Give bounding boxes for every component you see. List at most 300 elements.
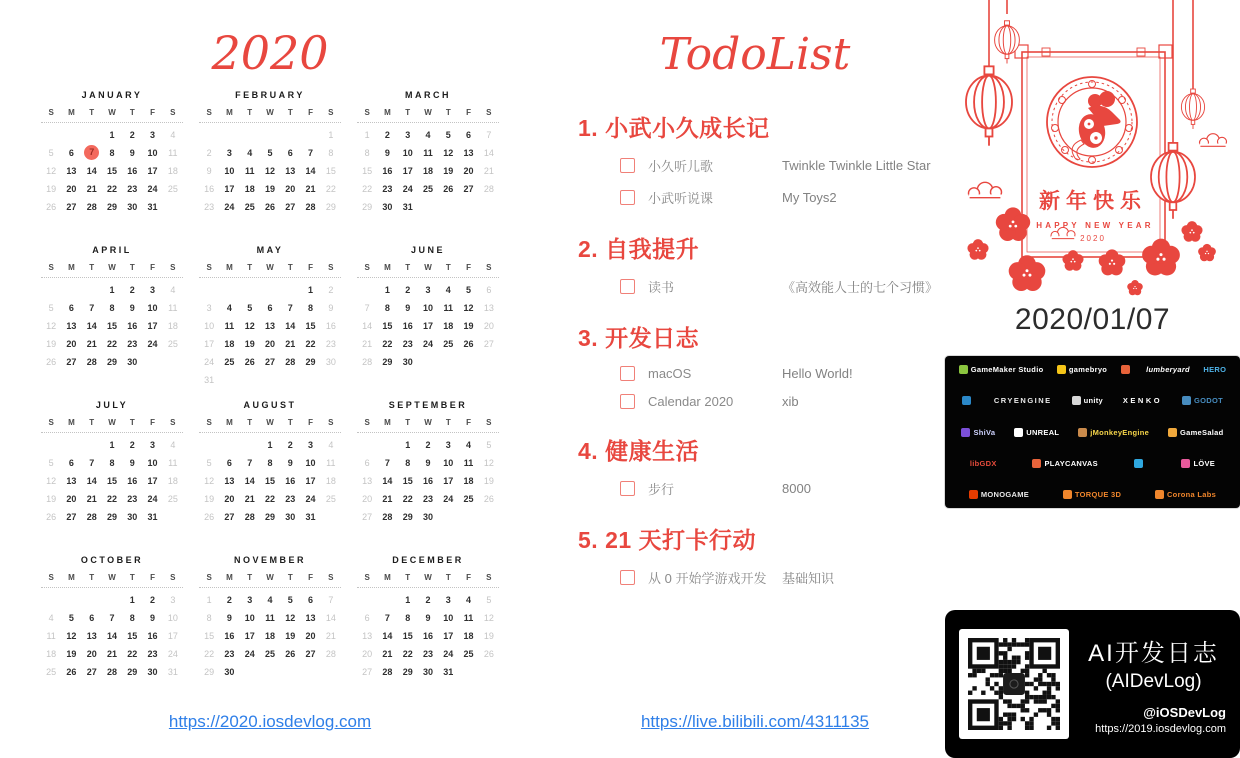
day-cell: 21 [244,494,255,504]
day-cell: 26 [46,202,57,212]
weekday-label: M [68,573,75,582]
day-cell: 8 [405,458,411,468]
day-cell: 29 [106,512,117,522]
todo-checkbox[interactable] [620,481,635,496]
day-cell: 22 [204,649,215,659]
engine-label: PLAYCANVAS [1044,458,1098,468]
day-cell: 21 [86,494,97,504]
day-cell: 12 [443,148,454,158]
day-cell: 9 [129,303,135,313]
day-cell: 19 [285,631,296,641]
engines-row [952,459,1233,468]
day-cell: 28 [244,512,255,522]
defold-icon [1134,459,1143,468]
day-cell: 24 [402,184,413,194]
day-cell: 10 [167,613,178,623]
weekday-label: S [328,573,334,582]
weekday-label: T [129,418,135,427]
day-cell: 18 [167,476,178,486]
day-cell: 29 [204,667,215,677]
weekday-label: T [287,263,293,272]
day-cell: 14 [382,631,393,641]
day-cell: 29 [402,667,413,677]
day-cell: 16 [127,476,138,486]
day-cell: 8 [328,148,334,158]
day-cell: 12 [46,166,57,176]
day-cell: 5 [68,613,74,623]
month-february [199,90,341,245]
lantern-icon [995,21,1020,64]
day-cell: 12 [46,476,57,486]
day-cell: 23 [127,494,138,504]
todo-value: My Toys2 [782,190,837,205]
day-cell: 17 [147,166,158,176]
weekday-label: W [266,108,274,117]
day-cell: 22 [106,184,117,194]
day-cell: 31 [443,667,454,677]
day-cell: 23 [325,339,336,349]
day-cell: 14 [325,613,336,623]
day-cell: 12 [483,458,494,468]
day-cell: 8 [109,303,115,313]
day-cell: 4 [425,130,431,140]
day-cell: 8 [267,458,273,468]
todo-value: 8000 [782,481,811,496]
todo-item [620,366,940,381]
day-cell: 7 [486,130,492,140]
month-title: AUGUST [243,400,297,410]
day-cell: 31 [305,512,316,522]
day-cell: 15 [106,321,117,331]
cocos-puzzle-icon [1121,365,1130,374]
day-cell: 9 [226,613,232,623]
day-cell: 2 [206,148,212,158]
day-cell: 22 [106,339,117,349]
day-cell: 6 [68,458,74,468]
empty-day [357,437,377,453]
empty-day [219,282,239,298]
empty-day [240,437,260,453]
day-cell: 11 [423,148,433,158]
day-cell: 7 [328,595,334,605]
weekday-label: S [364,263,370,272]
day-cell: 1 [405,595,411,605]
day-cell: 13 [285,166,296,176]
cocos2d-icon [962,396,971,405]
weekday-label: M [384,263,391,272]
day-cell: 16 [285,476,296,486]
day-cell: 3 [150,440,156,450]
day-cell: 23 [285,494,296,504]
todo-item [620,568,940,587]
gamemaker-studio-icon [959,365,968,374]
day-cell: 30 [285,512,296,522]
weekday-label: S [364,108,370,117]
day-cell: 6 [226,458,232,468]
day-cell: 29 [106,202,117,212]
day-cell: 7 [287,303,293,313]
todo-item [620,479,940,498]
day-cell: 22 [325,184,336,194]
day-cell: 27 [362,667,373,677]
aidevlog-url: https://2019.iosdevlog.com [1095,723,1226,735]
day-cell: 18 [244,184,255,194]
day-cell: 6 [486,285,492,295]
day-cell: 17 [443,476,454,486]
day-cell: 6 [364,458,370,468]
day-cell: 7 [364,303,370,313]
todo-label: 步行 [648,482,675,497]
day-cell: 3 [170,595,176,605]
day-cell: 4 [267,595,273,605]
day-cell: 13 [463,148,474,158]
day-cell: 30 [127,357,138,367]
engine-label: lumberyard [1146,365,1190,374]
gamebryo-icon [1057,365,1066,374]
day-cell: 19 [463,321,474,331]
day-cell: 24 [305,494,316,504]
month-days [357,592,499,680]
todo-checkbox[interactable] [620,158,635,173]
day-cell: 31 [402,202,413,212]
day-cell: 24 [147,184,158,194]
day-cell: 4 [247,148,253,158]
day-cell: 26 [66,667,77,677]
day-cell: 11 [168,458,178,468]
day-cell: 18 [167,321,178,331]
cryengine-logo [994,396,1052,405]
day-cell: 11 [244,166,255,176]
corona-labs-icon [1155,490,1164,499]
day-cell: 17 [147,476,158,486]
day-cell: 11 [443,303,454,313]
day-cell: 1 [109,440,115,450]
day-cell: 20 [66,494,77,504]
shiva-icon [961,428,970,437]
weekday-label: W [108,263,116,272]
todo-sections [570,110,940,587]
jmonkeyengine-icon [1078,428,1087,437]
day-cell: 21 [362,339,373,349]
empty-day [82,282,102,298]
day-cell: 27 [264,357,275,367]
weekday-label: M [68,263,75,272]
weekday-header [41,108,183,123]
day-cell: 19 [483,631,494,641]
empty-day [280,127,300,143]
monogame-icon [969,490,978,499]
empty-day [357,282,377,298]
day-cell: 18 [167,166,178,176]
day-cell: 10 [147,148,158,158]
day-cell: 5 [48,458,54,468]
lumberyard-logo [1146,365,1190,374]
todolist-section [570,0,940,758]
todo-label: macOS [648,366,692,381]
weekday-label: S [170,263,176,272]
weekday-header [199,573,341,588]
weekday-label: T [405,108,411,117]
day-cell: 20 [483,321,494,331]
day-cell: 23 [402,339,413,349]
day-cell: 30 [402,357,413,367]
xenko-logo [1123,396,1162,405]
day-cell: 3 [308,440,314,450]
weekday-label: S [170,573,176,582]
weekday-header [199,108,341,123]
weekday-label: F [150,418,155,427]
day-cell: 27 [285,202,296,212]
day-cell: 10 [443,613,454,623]
month-august [199,400,341,555]
day-cell: 26 [483,649,494,659]
day-cell: 25 [264,649,275,659]
weekday-label: T [247,108,253,117]
empty-day [41,127,61,143]
weekday-label: M [384,108,391,117]
day-cell: 15 [402,476,413,486]
day-cell: 30 [422,512,433,522]
day-cell: 10 [224,166,235,176]
day-cell: 13 [305,613,316,623]
day-cell: 6 [287,148,293,158]
todo-checkbox[interactable] [620,394,635,409]
day-cell: 3 [226,148,232,158]
weekday-label: F [466,263,471,272]
day-cell: 26 [46,512,57,522]
month-days [199,127,341,215]
month-title: DECEMBER [392,555,464,565]
engine-label: TORQUE 3D [1074,490,1122,499]
empty-day [61,437,81,453]
day-cell: 15 [362,166,373,176]
day-cell: 22 [402,494,413,504]
day-cell: 9 [150,613,156,623]
weekday-label: S [206,108,212,117]
day-cell: 8 [109,458,115,468]
weekday-label: S [486,573,492,582]
greeting-year: 2020 [1080,234,1106,243]
day-cell: 11 [168,303,178,313]
weekday-header [199,263,341,278]
weekday-label: S [206,418,212,427]
day-cell: 10 [147,458,158,468]
day-cell: 10 [402,148,413,158]
day-cell: 10 [443,458,454,468]
weekday-label: T [405,263,411,272]
weekday-label: W [424,573,432,582]
empty-day [41,592,61,608]
month-days [199,282,341,388]
corona-labs-logo [1155,490,1216,499]
bilibili-live-link[interactable]: https://live.bilibili.com/4311135 [640,712,870,731]
weekday-label: S [328,418,334,427]
day-cell: 31 [167,667,178,677]
day-cell: 25 [244,202,255,212]
day-cell: 15 [106,476,117,486]
day-cell: 22 [106,494,117,504]
day-cell: 22 [127,649,138,659]
todo-checkbox[interactable] [620,190,635,205]
empty-day [199,437,219,453]
day-cell: 15 [325,166,336,176]
highlighted-day: 7 [84,145,99,160]
weekday-label: W [266,418,274,427]
day-cell: 26 [46,357,57,367]
day-cell: 19 [46,339,57,349]
weekday-label: M [226,263,233,272]
cloud-icon [1200,134,1227,149]
day-cell: 8 [384,303,390,313]
day-cell: 1 [384,285,390,295]
empty-day [61,592,81,608]
todo-checkbox[interactable] [620,366,635,381]
day-cell: 3 [247,595,253,605]
day-cell: 31 [147,512,158,522]
todo-item [620,394,940,409]
weekday-label: W [424,108,432,117]
month-title: FEBRUARY [235,90,305,100]
calendar-link[interactable]: https://2020.iosdevlog.com [168,712,372,731]
day-cell: 27 [66,512,77,522]
day-cell: 4 [48,613,54,623]
todo-value: 《高效能人士的七个习惯》 [782,280,939,295]
day-cell: 15 [204,631,215,641]
day-cell: 4 [328,440,334,450]
calendar-section [30,0,510,758]
weekday-header [41,418,183,433]
weekday-label: T [405,573,411,582]
qr-code [959,629,1069,739]
month-days [199,437,341,525]
day-cell: 8 [206,613,212,623]
weekday-label: S [486,418,492,427]
month-days [41,437,183,525]
engine-label: MONOGAME [980,490,1030,499]
day-cell: 9 [129,458,135,468]
day-cell: 17 [443,631,454,641]
month-title: SEPTEMBER [388,400,468,410]
rat-medallion [1047,77,1137,167]
day-cell: 16 [422,631,433,641]
day-cell: 11 [463,458,474,468]
day-cell: 29 [382,357,393,367]
day-cell: 16 [224,631,235,641]
day-cell: 13 [66,476,77,486]
month-title: MARCH [405,90,451,100]
day-cell: 22 [305,339,316,349]
empty-day [102,592,122,608]
day-cell: 8 [109,148,115,158]
cocos2d-logo [962,396,974,405]
day-cell: 10 [147,303,158,313]
weekday-label: M [384,418,391,427]
day-cell: 6 [308,595,314,605]
todo-checkbox[interactable] [620,570,635,585]
cloud-icon [969,182,1002,201]
month-title: JANUARY [81,90,143,100]
day-cell: 4 [466,440,472,450]
day-cell: 16 [127,166,138,176]
day-cell: 28 [86,512,97,522]
empty-day [377,437,397,453]
day-cell: 27 [66,357,77,367]
day-cell: 3 [405,130,411,140]
day-cell: 2 [287,440,293,450]
day-cell: 6 [68,148,74,158]
weekday-label: T [247,418,253,427]
qr-svg [968,638,1060,730]
day-cell: 2 [129,440,135,450]
day-cell: 29 [106,357,117,367]
day-cell: 25 [463,494,474,504]
day-cell: 12 [244,321,255,331]
love2d-logo [1181,459,1215,468]
empty-day [260,127,280,143]
day-cell: 7 [308,148,314,158]
todo-label: 小武听说课 [648,191,714,206]
day-cell: 2 [405,285,411,295]
day-cell: 15 [106,166,117,176]
weekday-label: S [48,108,54,117]
weekday-label: S [486,263,492,272]
empty-day [61,127,81,143]
day-cell: 5 [48,148,54,158]
day-cell: 26 [244,357,255,367]
day-cell: 3 [150,285,156,295]
todo-value: Twinkle Twinkle Little Star [782,158,931,173]
monogame-logo [969,490,1029,499]
hero-engine-logo [1203,365,1226,374]
day-cell: 20 [285,184,296,194]
love2d-icon [1181,459,1190,468]
weekday-header [357,418,499,433]
day-cell: 27 [86,667,97,677]
todo-checkbox[interactable] [620,279,635,294]
engine-label: jMonkeyEngine [1090,427,1150,437]
weekday-label: T [89,108,95,117]
empty-day [260,282,280,298]
day-cell: 9 [425,613,431,623]
weekday-label: T [445,263,451,272]
day-cell: 6 [364,613,370,623]
month-title: APRIL [92,245,132,255]
day-cell: 24 [443,494,454,504]
day-cell: 23 [382,184,393,194]
day-cell: 28 [106,667,117,677]
day-cell: 13 [66,321,77,331]
month-days [41,592,183,680]
weekday-label: W [266,573,274,582]
greeting-subtitle: HAPPY NEW YEAR [1036,221,1154,230]
day-cell: 9 [287,458,293,468]
weekday-label: M [226,108,233,117]
day-cell: 1 [109,285,115,295]
day-cell: 30 [422,667,433,677]
todo-section-title: 1. 小武小久成长记 [578,115,770,141]
engines-row [952,396,1233,405]
weekday-label: F [308,573,313,582]
day-cell: 30 [382,202,393,212]
day-cell: 19 [46,184,57,194]
weekday-header [357,263,499,278]
empty-day [219,437,239,453]
gamebryo-logo [1057,365,1107,374]
day-cell: 20 [264,339,275,349]
month-title: JULY [95,400,129,410]
day-cell: 14 [483,148,494,158]
day-cell: 8 [364,148,370,158]
